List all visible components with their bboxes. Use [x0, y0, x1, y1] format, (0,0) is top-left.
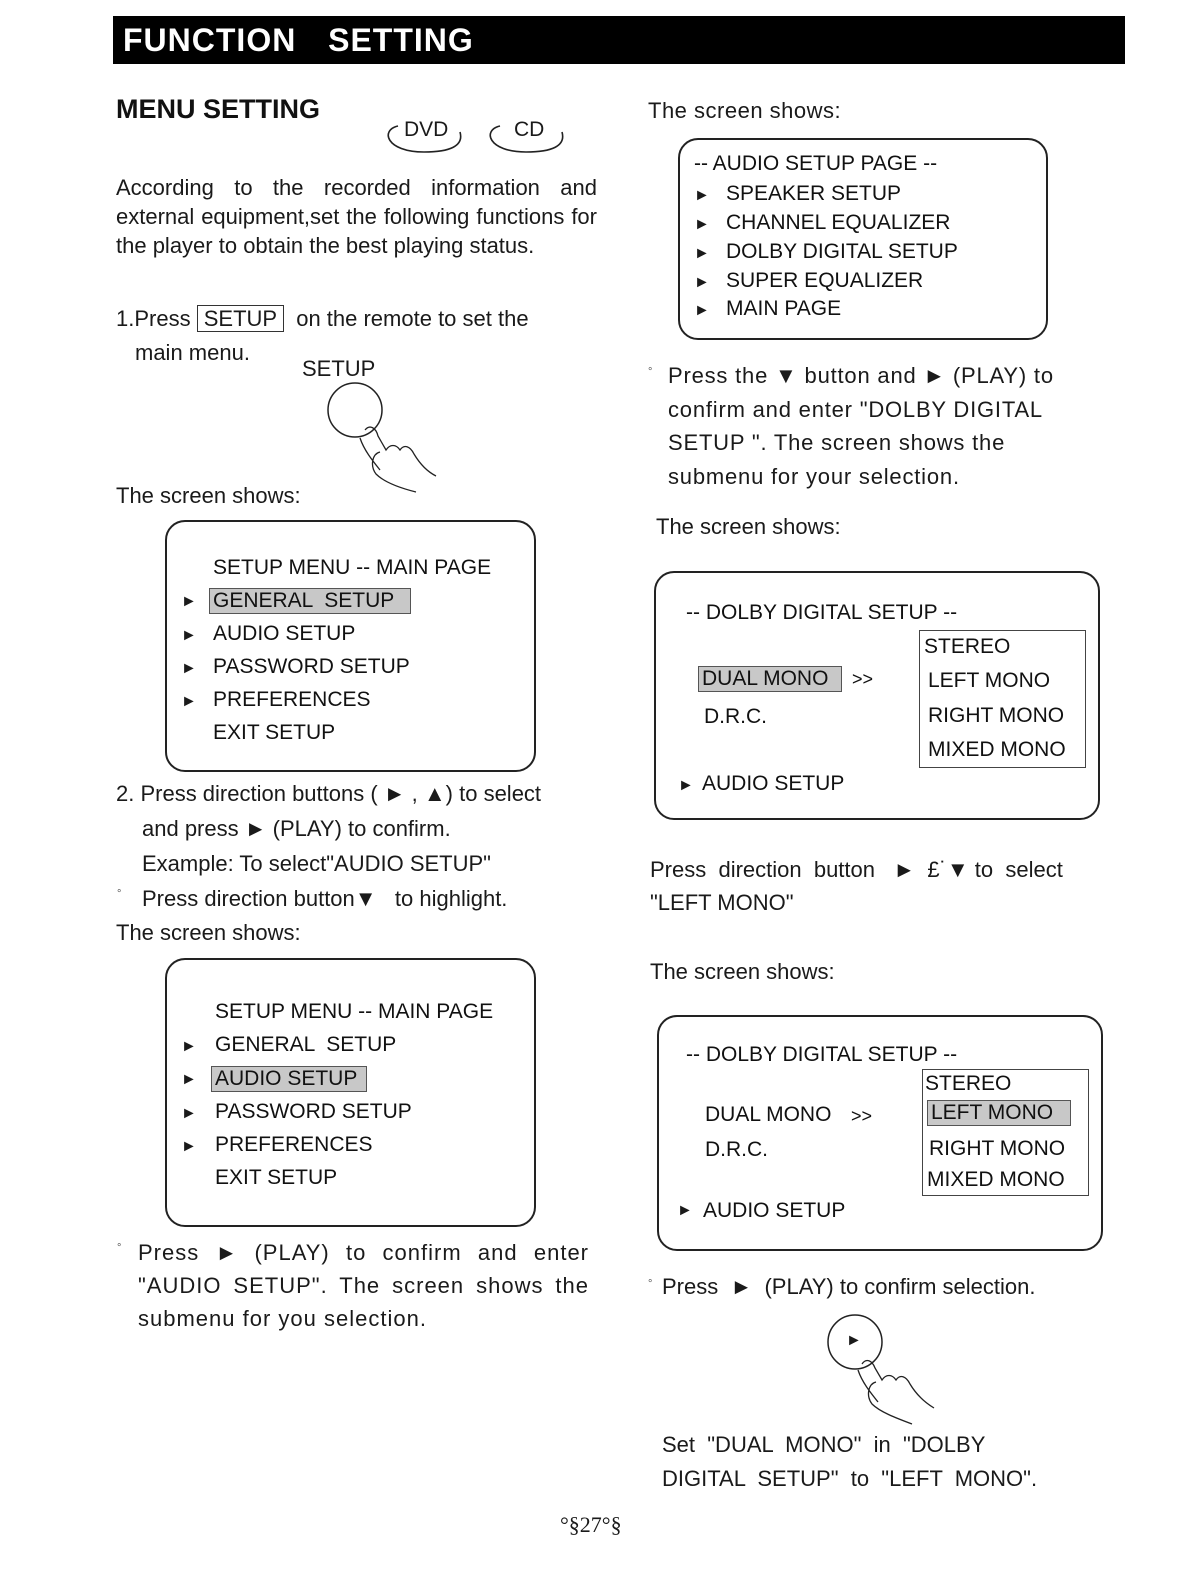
dolby-menu-title: -- DOLBY DIGITAL SETUP -- — [686, 601, 958, 624]
dolby-digital-setup-screen-left-mono — [657, 1015, 1103, 1251]
menu-item-label: AUDIO SETUP — [211, 1066, 367, 1092]
confirm-audio-note: Press ► (PLAY) to confirm and enter "AUDIO SETUP". The screen shows the submenu for you selection. — [138, 1240, 589, 1331]
dual-mono-option[interactable]: DUAL MONO — [705, 1103, 832, 1126]
arrow-right-icon: ► — [181, 1071, 197, 1088]
screen-shows-label: The screen shows: — [656, 514, 841, 539]
arrow-right-icon: ► — [677, 1202, 693, 1219]
screen-shows-label: The screen shows: — [650, 959, 835, 984]
bullet-icon: ° — [648, 1278, 653, 1290]
dolby-enter-note: Press the ▼ button and ► (PLAY) to confirm and enter "DOLBY DIGITAL SETUP ". The screen shows the submenu for your selection. — [668, 363, 1054, 489]
audio-item-label: MAIN PAGE — [726, 297, 842, 320]
arrow-right-icon: ► — [694, 302, 710, 319]
menu-title: SETUP MENU -- MAIN PAGE — [213, 556, 492, 579]
dual-mono-options-list — [922, 1069, 1089, 1196]
page-number: °§27°§ — [560, 1512, 622, 1537]
step-2-line1: 2. Press direction buttons ( ► , ▲) to select — [116, 781, 542, 806]
step-1-prefix: 1.Press — [116, 306, 191, 331]
cd-label: CD — [514, 118, 545, 141]
arrow-right-icon: ► — [181, 1105, 197, 1122]
press-setup-hand-icon — [320, 380, 450, 495]
dual-mono-options-list — [919, 630, 1086, 768]
bullet-icon: ° — [117, 888, 122, 900]
step-1-suffix: on the remote to set the — [296, 306, 529, 331]
option-right-mono[interactable]: RIGHT MONO — [928, 704, 1065, 727]
menu-title: SETUP MENU -- MAIN PAGE — [215, 1000, 494, 1023]
setup-button-label: SETUP — [302, 356, 376, 381]
menu-item-label: PREFERENCES — [213, 688, 371, 711]
setup-main-menu-screen-audio-highlight — [165, 958, 536, 1227]
select-left-mono-note-line1: Press direction button ► £˙▼ to select — [650, 857, 1063, 882]
menu-item-label: PASSWORD SETUP — [215, 1100, 412, 1123]
option-stereo[interactable]: STEREO — [925, 1072, 1012, 1095]
option-left-mono-selected[interactable]: LEFT MONO — [927, 1100, 1071, 1126]
step-1-line2: main menu. — [135, 340, 250, 365]
option-stereo[interactable]: STEREO — [924, 635, 1011, 658]
screen-shows-label: The screen shows: — [116, 483, 301, 508]
bullet-icon: ° — [648, 366, 653, 378]
play-glyph: ► — [846, 1332, 862, 1349]
section-title: MENU SETTING — [116, 94, 321, 124]
option-right-mono[interactable]: RIGHT MONO — [929, 1137, 1066, 1160]
arrow-right-icon: ► — [678, 777, 694, 794]
dvd-label: DVD — [404, 118, 449, 141]
screen-shows-label: The screen shows: — [116, 920, 301, 945]
dolby-digital-setup-screen — [654, 571, 1100, 820]
step-2-line2: and press ► (PLAY) to confirm. — [142, 816, 451, 841]
menu-item-label: AUDIO SETUP — [213, 622, 356, 645]
press-play-hand-icon — [820, 1310, 950, 1430]
drc-option[interactable]: D.R.C. — [704, 705, 767, 728]
drc-option[interactable]: D.R.C. — [705, 1138, 768, 1161]
option-left-mono[interactable]: LEFT MONO — [928, 669, 1051, 692]
audio-item-label: SUPER EQUALIZER — [726, 269, 924, 292]
arrow-right-icon: ► — [181, 1138, 197, 1155]
option-mixed-mono[interactable]: MIXED MONO — [928, 738, 1066, 761]
page-title: FUNCTION SETTING — [123, 22, 474, 58]
arrow-right-icon: ► — [181, 1038, 197, 1055]
play-confirm-note: Press ► (PLAY) to confirm selection. — [662, 1274, 1036, 1299]
dolby-menu-title: -- DOLBY DIGITAL SETUP -- — [686, 1043, 958, 1066]
submenu-indicator: >> — [852, 669, 874, 689]
arrow-right-icon: ► — [181, 693, 197, 710]
setup-main-menu-screen — [165, 520, 536, 772]
audio-item-label: DOLBY DIGITAL SETUP — [726, 240, 958, 263]
bullet-icon: ° — [117, 1242, 122, 1254]
intro-paragraph: According to the recorded information and external equipment,set the following functions for the player to obtain the best playing status. — [116, 175, 597, 258]
dual-mono-option[interactable]: DUAL MONO — [698, 666, 842, 692]
arrow-right-icon: ► — [694, 274, 710, 291]
audio-setup-page-screen — [678, 138, 1048, 340]
audio-item-label: CHANNEL EQUALIZER — [726, 211, 951, 234]
submenu-indicator: >> — [851, 1106, 873, 1126]
result-line1: Set "DUAL MONO" in "DOLBY — [662, 1432, 986, 1457]
arrow-right-icon: ► — [694, 187, 710, 204]
audio-item-label: SPEAKER SETUP — [726, 182, 902, 205]
arrow-right-icon: ► — [181, 627, 197, 644]
menu-item-label: GENERAL SETUP — [215, 1033, 397, 1056]
menu-item-label: PASSWORD SETUP — [213, 655, 410, 678]
result-line2: DIGITAL SETUP" to "LEFT MONO". — [662, 1466, 1038, 1491]
menu-item-exit-setup[interactable]: EXIT SETUP — [215, 1166, 338, 1189]
screen-shows-label: The screen shows: — [648, 98, 842, 123]
step-1 — [116, 304, 529, 333]
arrow-right-icon: ► — [694, 216, 710, 233]
cd-disc-badge — [486, 114, 568, 158]
step-2-line3: Example: To select"AUDIO SETUP" — [142, 851, 491, 876]
select-left-mono-note-line2: "LEFT MONO" — [650, 890, 794, 915]
arrow-right-icon: ► — [694, 245, 710, 262]
arrow-right-icon: ► — [181, 593, 197, 610]
step-2-line4: Press direction button▼ to highlight. — [142, 886, 508, 911]
dvd-disc-badge — [384, 114, 466, 158]
back-label: AUDIO SETUP — [703, 1199, 846, 1222]
back-label: AUDIO SETUP — [702, 772, 845, 795]
header-bar — [113, 16, 1125, 64]
menu-item-label: GENERAL SETUP — [209, 588, 411, 614]
option-mixed-mono[interactable]: MIXED MONO — [927, 1168, 1065, 1191]
menu-item-exit-setup[interactable]: EXIT SETUP — [213, 721, 336, 744]
audio-menu-title: -- AUDIO SETUP PAGE -- — [694, 152, 938, 175]
setup-key: SETUP — [197, 305, 284, 332]
arrow-right-icon: ► — [181, 660, 197, 677]
menu-item-label: PREFERENCES — [215, 1133, 373, 1156]
